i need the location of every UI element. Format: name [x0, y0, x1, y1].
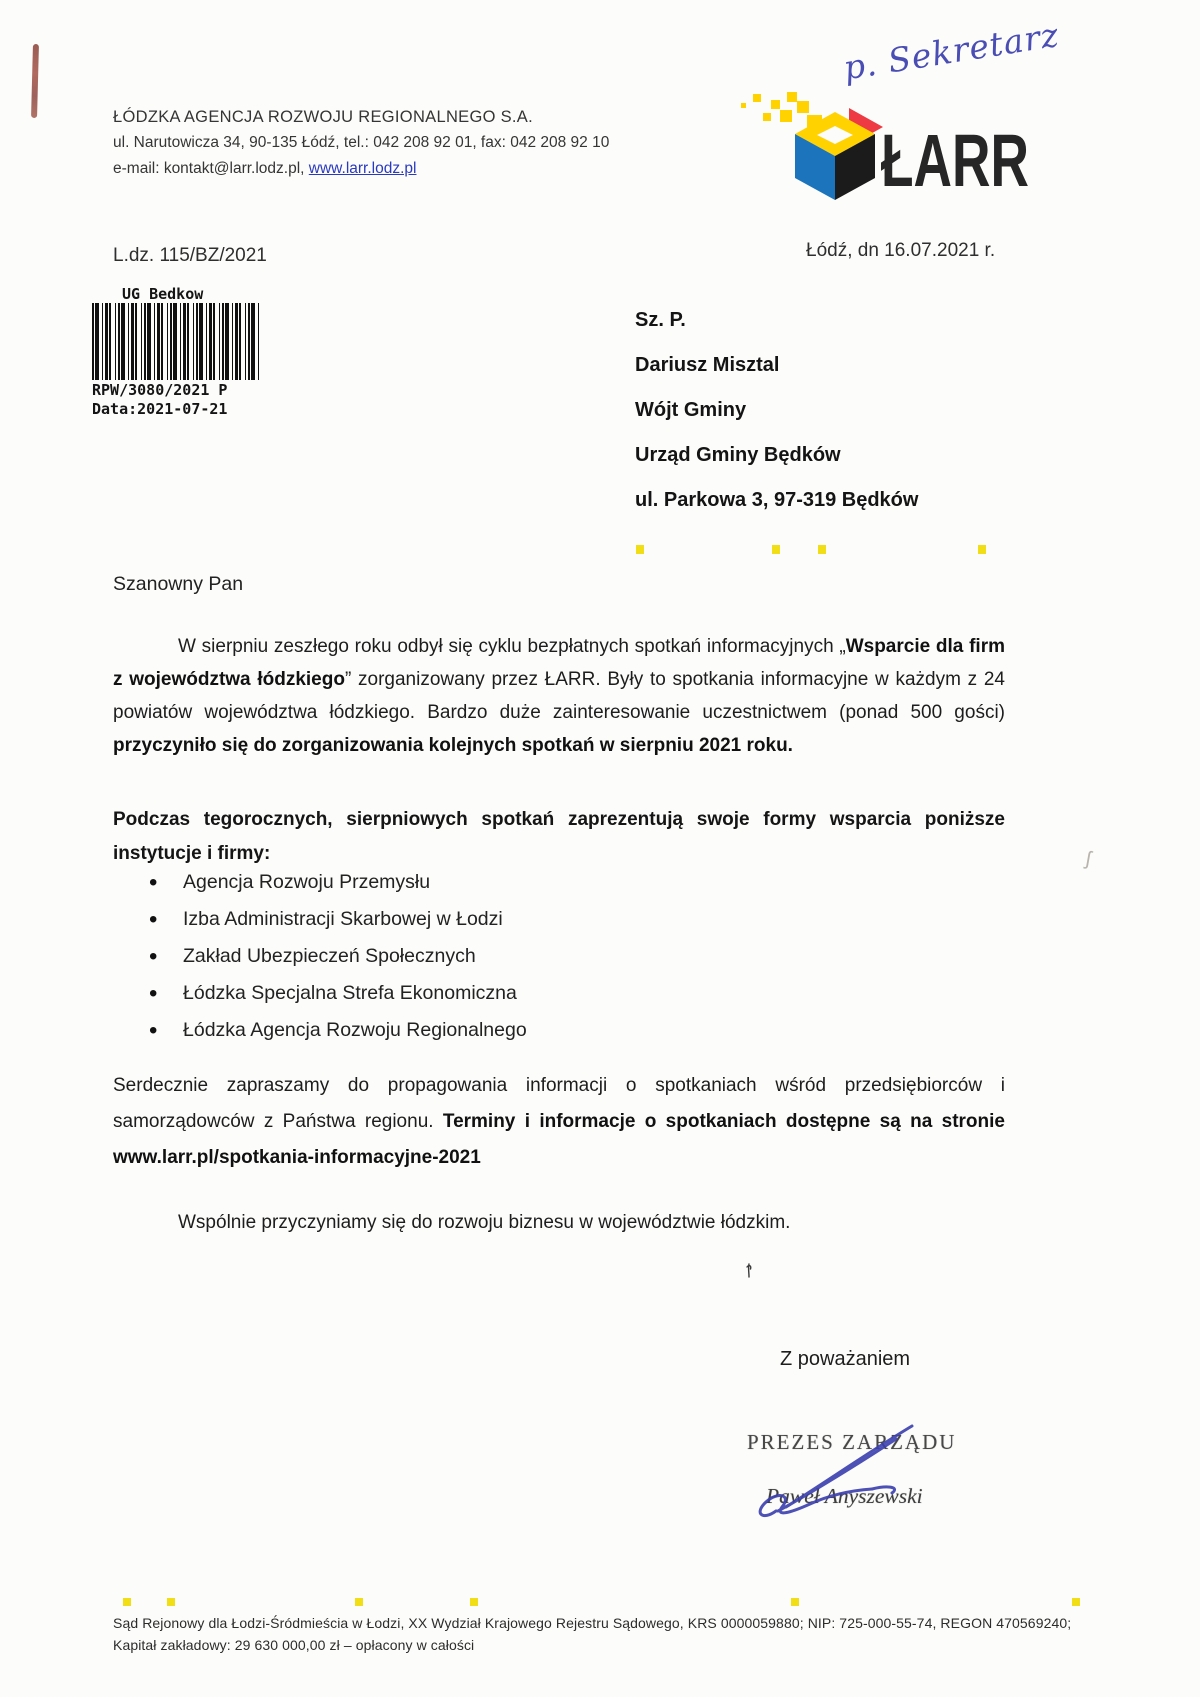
recipient-line: ul. Parkowa 3, 97-319 Będków: [635, 489, 919, 511]
paragraph-1-text: W sierpniu zeszłego roku odbył się cyklu bezpłatnych spotkań informacyjnych „: [178, 636, 846, 657]
scan-artifact-line: [31, 44, 39, 118]
recipient-block: [635, 298, 918, 523]
footer: [113, 1612, 1113, 1656]
signature-scribble: [728, 1405, 958, 1530]
highlight-dot: [818, 545, 826, 554]
paragraph-1-text: ” zorganizowany przez ŁARR. Były to spotkania informacyjne w każdym z 24 powiatów województwa łódzkiego. Bardzo duże zainteresowanie uczestnictwem (ponad 500 gości): [113, 669, 1006, 723]
highlight-dot: [123, 1598, 131, 1606]
highlight-dot: [167, 1598, 175, 1606]
bullet-item-text: Izba Administracji Skarbowej w Łodzi: [183, 908, 503, 930]
address-line: ul. Narutowicza 34, 90-135 Łódź, tel.: 042 208 92 01, fax: 042 208 92 10: [113, 134, 610, 151]
handwritten-note: p. Sekretarz: [840, 14, 1062, 88]
highlight-dot: [791, 1598, 799, 1606]
bullet-item-text: Zakład Ubezpieczeń Społecznych: [183, 945, 476, 967]
paragraph-1-bold: przyczyniło się do zorganizowania kolejnych spotkań w sierpniu 2021 roku.: [113, 735, 793, 756]
highlight-dot: [1072, 1598, 1080, 1606]
highlight-dot: [772, 545, 780, 554]
highlight-dot: [355, 1598, 363, 1606]
recipient-line: Wójt Gminy: [635, 399, 747, 421]
paragraph-3-text: Serdecznie zapraszamy do propagowania informacji o spotkaniach wśród przedsiębiorców i samorządowców z Państwa regionu.: [113, 1075, 1005, 1132]
company-name: ŁÓDZKA AGENCJA ROZWOJU REGIONALNEGO S.A.: [113, 108, 533, 126]
letterhead: [113, 104, 609, 182]
salutation: Szanowny Pan: [113, 573, 244, 595]
logo-cube-icon: [723, 92, 1033, 210]
scan-mark-icon: [744, 1263, 754, 1283]
recipient-line: Urząd Gminy Będków: [635, 444, 841, 466]
bullet-item-text: Łódzka Agencja Rozwoju Regionalnego: [183, 1019, 527, 1041]
bullet-item: [113, 1012, 873, 1049]
paragraph-2: Podczas tegorocznych, sierpniowych spotkań zaprezentują swoje formy wsparcia poniższe instytucje i firmy:: [113, 809, 1005, 864]
bullet-item: [113, 975, 873, 1012]
paragraph-3-bold: Terminy i informacje o spotkaniach dostępne są na stronie www.larr.pl/spotkania-informacyjne-2021: [113, 1111, 1005, 1168]
paragraph-1-bold: Wsparcie dla firm z województwa łódzkiego: [113, 636, 1005, 690]
recipient-line: Dariusz Misztal: [635, 354, 780, 376]
bullet-list: [113, 864, 873, 1049]
bullet-item-text: Łódzka Specjalna Strefa Ekonomiczna: [183, 982, 517, 1004]
bullet-item: [113, 901, 873, 938]
larr-logo: [723, 92, 1033, 210]
email-text: e-mail: kontakt@larr.lodz.pl,: [113, 160, 309, 177]
paragraph-3: [113, 1068, 1005, 1176]
highlight-dot: [636, 545, 644, 554]
logo-wordmark: ŁARR: [881, 119, 1029, 203]
highlight-dot: [470, 1598, 478, 1606]
bullet-item: [113, 864, 873, 901]
website-link[interactable]: www.larr.lodz.pl: [308, 160, 417, 177]
footer-capital-line: Kapitał zakładowy: 29 630 000,00 zł – opłacony w całości: [113, 1637, 475, 1653]
stamp-name: Paweł Anyszewski: [766, 1484, 923, 1508]
mailroom-office-label: UG Bedkow: [122, 285, 204, 303]
closing-phrase: Z poważaniem: [780, 1348, 911, 1370]
bullet-item: [113, 938, 873, 975]
rpw-number: RPW/3080/2021 P: [92, 381, 228, 399]
paragraph-1: [113, 630, 1005, 762]
mailroom-date: Data:2021-07-21: [92, 400, 228, 418]
footer-registry-line: Sąd Rejonowy dla Łodzi-Śródmieścia w Łodzi, XX Wydział Krajowego Rejestru Sądowego, KRS 0000059880; NIP: 725-000-55-74, REGON 470569240;: [113, 1615, 1072, 1631]
email-line: [113, 156, 609, 182]
bullet-item-text: Agencja Rozwoju Przemysłu: [183, 871, 431, 893]
place-date: Łódź, dn 16.07.2021 r.: [806, 240, 996, 261]
scan-edge-mark: ʃ: [1084, 847, 1093, 871]
paragraph-4: Wspólnie przyczyniamy się do rozwoju biznesu w województwie łódzkim.: [178, 1212, 791, 1233]
reference-number: L.dz. 115/BZ/2021: [113, 245, 267, 266]
recipient-line: Sz. P.: [635, 309, 686, 331]
barcode-image: [92, 303, 260, 380]
stamp-title: PREZES ZARZĄDU: [747, 1430, 957, 1454]
highlight-dot: [978, 545, 986, 554]
